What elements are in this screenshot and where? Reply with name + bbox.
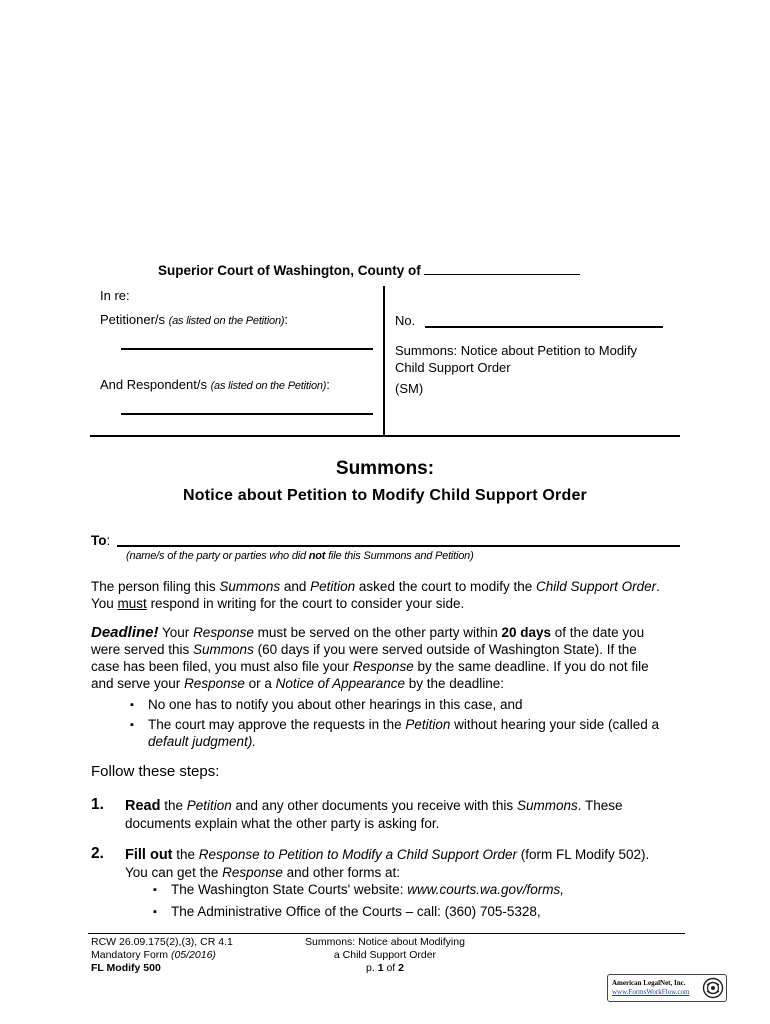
case-number-label: No. [395, 313, 416, 328]
steps-heading: Follow these steps: [91, 763, 220, 780]
forms-workflow-logo[interactable]: American LegalNet, Inc. www.FormsWorkFlow.com [607, 974, 727, 1002]
step-2-bullet-1: The Washington State Courts' website: www.courts.wa.gov/forms, [171, 882, 564, 897]
court-title: Superior Court of Washington, County of [158, 262, 580, 279]
step-2-text: Fill out the Response to Petition to Modify a Child Support Order (form FL Modify 502). You can get the Response and other forms at: [125, 847, 650, 880]
step-1-text: Read the Petition and any other documents you receive with this Summons. These documents explain what the other party is asking for. [125, 798, 623, 831]
courts-website-link[interactable]: www.courts.wa.gov/forms, [407, 882, 564, 897]
step-2-bullet-2: The Administrative Office of the Courts – call: (360) 705-5328, [171, 904, 541, 919]
page-title: Summons: [335, 458, 435, 479]
caption-bottom-rule [90, 435, 680, 437]
bullet-icon: ▪ [130, 699, 134, 711]
bullet-icon: ▪ [153, 906, 157, 918]
in-re-label: In re: [100, 288, 130, 303]
deadline-paragraph: Deadline! Your Response must be served on the other party within 20 days of the date you were served this Summons (60 days if you were served outside of Washington State). If the case has been filed, you must also file your Response by the same deadline. If you do not file and serve your Response or a Notice of Appearance by the deadline: [91, 624, 649, 691]
intro-paragraph: The person filing this Summons and Petition asked the court to modify the Child Support Order. You must respond in writing for the court to consider your side. [91, 579, 660, 611]
footer-left: RCW 26.09.175(2),(3), CR 4.1 Mandatory Form (05/2016) FL Modify 500 [91, 936, 233, 974]
page-subtitle: Notice about Petition to Modify Child Support Order [183, 487, 587, 504]
footer-rule [88, 933, 685, 934]
deadline-bullet-1: No one has to notify you about other hearings in this case, and [148, 697, 523, 712]
globe-icon [702, 977, 724, 999]
step-1-number: 1. [91, 796, 104, 813]
to-hint: (name/s of the party or parties who did not file this Summons and Petition) [126, 550, 474, 562]
caption-divider [383, 286, 385, 437]
footer-center: Summons: Notice about Modifying a Child Support Order p. 1 of 2 [305, 936, 465, 974]
deadline-bullet-2: The court may approve the requests in the Petition without hearing your side (called a default judgment). [148, 717, 660, 749]
form-title-line1: Summons: Notice about Petition to Modify [395, 343, 638, 358]
to-name-line[interactable] [117, 545, 680, 547]
to-label: To: [91, 533, 111, 548]
petitioner-name-line[interactable] [121, 348, 373, 350]
form-code: (SM) [395, 381, 424, 396]
respondent-label: And Respondent/s (as listed on the Petition): [100, 377, 330, 392]
case-number-line[interactable] [425, 326, 663, 328]
step-2-number: 2. [91, 845, 104, 862]
bullet-icon: ▪ [153, 884, 157, 896]
bullet-icon: ▪ [130, 719, 134, 731]
petitioner-label: Petitioner/s (as listed on the Petition): [100, 312, 288, 327]
county-blank[interactable] [424, 262, 580, 275]
form-title-line2: Child Support Order [395, 360, 511, 375]
respondent-name-line[interactable] [121, 413, 373, 415]
